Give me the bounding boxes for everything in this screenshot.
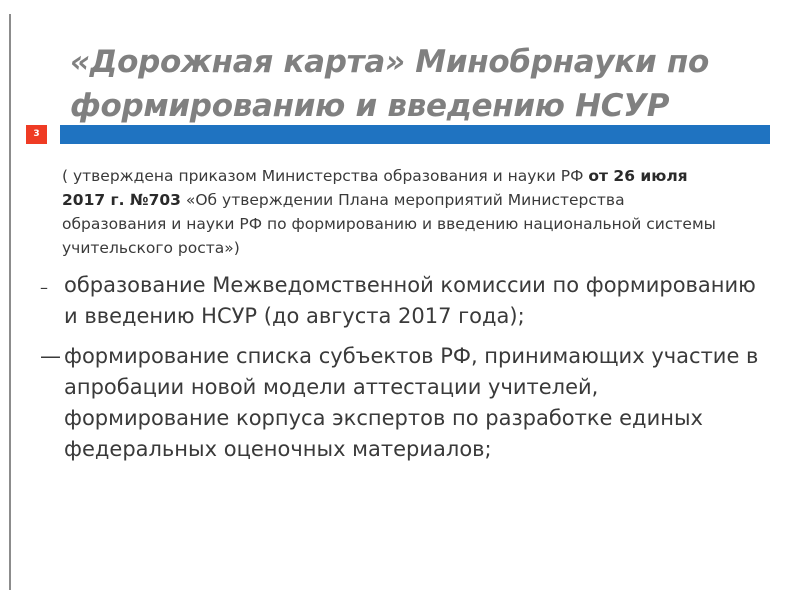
approval-suffix: «Об утверждении Плана мероприятий Министерства образования и науки РФ по формированию и введению национальной системы учительского роста») <box>62 191 716 257</box>
measures-list <box>40 270 760 474</box>
list-item <box>40 270 760 332</box>
list-item-text: формирование списка субъектов РФ, принимающих участие в апробации новой модели аттестации учителей, формирование корпуса экспертов по разработке единых федеральных оценочных материалов; <box>64 344 759 461</box>
header-bar <box>26 125 770 144</box>
list-item-text: образование Межведомственной комиссии по формированию и введению НСУР (до августа 2017 года); <box>64 273 756 328</box>
slide-title: «Дорожная карта» Минобрнауки по формированию и введению НСУР <box>70 44 710 124</box>
approval-date: от 26 июля 2017 г. №703 <box>62 167 688 209</box>
approval-note <box>62 164 722 260</box>
left-border-line <box>9 14 11 590</box>
accent-bar <box>60 125 770 144</box>
list-item <box>40 341 760 465</box>
dash-bullet: — <box>40 344 61 368</box>
slide-number-badge: 3 <box>26 125 47 144</box>
approval-prefix: ( утверждена приказом Министерства образования и науки РФ <box>62 167 589 185</box>
dash-bullet: – <box>40 278 48 297</box>
